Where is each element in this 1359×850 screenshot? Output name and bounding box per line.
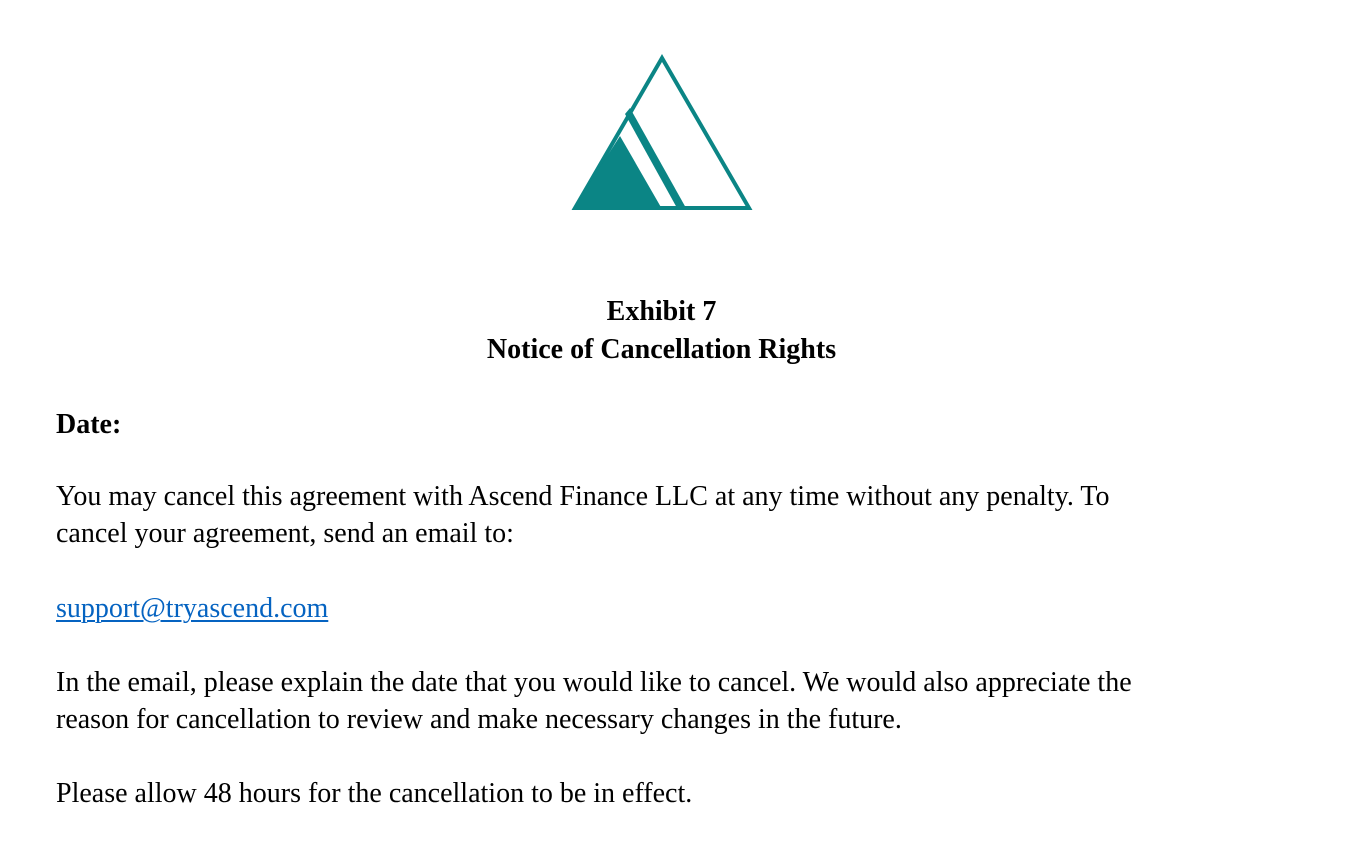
allow-notice: Please allow 48 hours for the cancellation to be in effect. bbox=[56, 778, 693, 809]
ascend-logo-icon bbox=[568, 52, 758, 217]
intro-line: You may cancel this agreement with Ascend Finance LLC at any time without any penalty. To bbox=[56, 481, 1110, 512]
date-label: Date: bbox=[56, 409, 122, 440]
explain-line: In the email, please explain the date that you would like to cancel. We would also appreciate the bbox=[56, 667, 1132, 698]
exhibit-title: Exhibit 7 bbox=[606, 296, 717, 327]
support-email-paragraph bbox=[56, 590, 1316, 627]
explain-line: reason for cancellation to review and make necessary changes in the future. bbox=[56, 704, 902, 735]
support-email-link[interactable]: support@tryascend.com bbox=[56, 593, 329, 624]
intro-line: cancel your agreement, send an email to: bbox=[56, 518, 514, 549]
notice-title: Notice of Cancellation Rights bbox=[486, 334, 837, 365]
explain-paragraph bbox=[56, 664, 1316, 738]
intro-paragraph bbox=[56, 478, 1316, 552]
